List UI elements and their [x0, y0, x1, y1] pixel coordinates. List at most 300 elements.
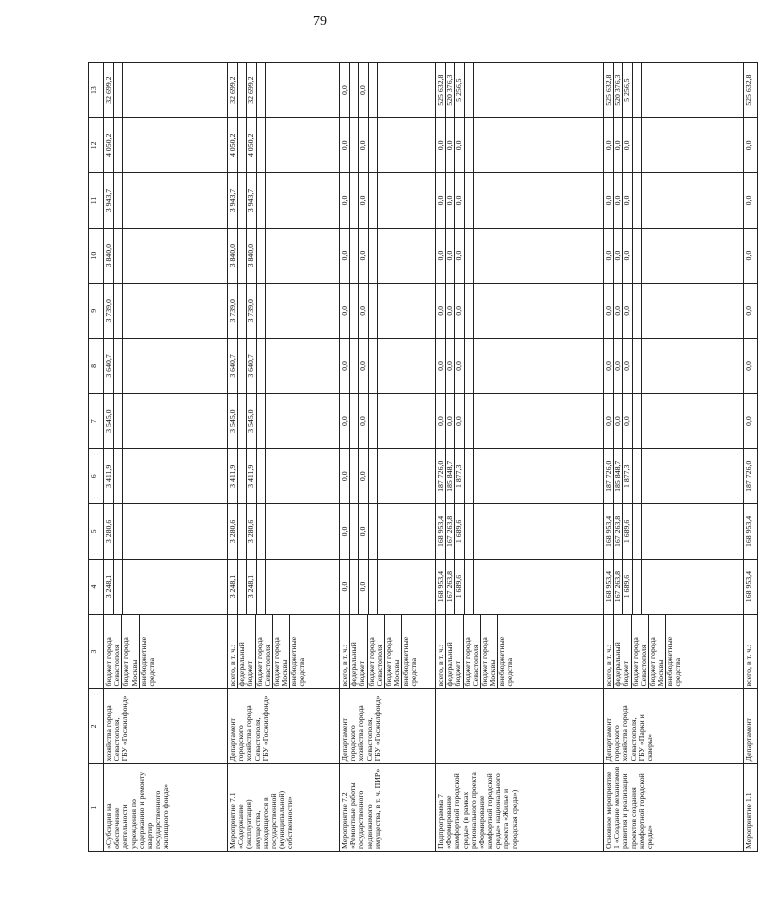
amount-value: 3 943,7 — [246, 173, 255, 227]
amount-value — [256, 560, 265, 614]
amount-value: 0,0 — [613, 173, 622, 227]
amount-value — [464, 504, 473, 558]
amount-value — [632, 63, 641, 117]
amount-value: 0,0 — [622, 173, 631, 227]
measure-name-cell: Мероприятие 1.1 — [744, 764, 758, 852]
amount-value — [349, 229, 358, 283]
amount-value — [377, 449, 386, 503]
amount-value — [641, 560, 650, 614]
amount-cell — [340, 173, 436, 228]
col-header: 5 — [89, 504, 104, 559]
table-row — [436, 63, 604, 852]
funding-source: федеральный бюджет — [613, 615, 630, 689]
amount-value — [113, 560, 122, 614]
amount-value — [122, 339, 131, 393]
amount-cell — [604, 394, 744, 449]
funding-source-cell — [436, 614, 604, 689]
amount-value — [473, 449, 482, 503]
amount-value: 187 726,0 — [436, 460, 445, 492]
amount-value — [473, 339, 482, 393]
amount-value — [113, 284, 122, 338]
amount-value: 0,0 — [436, 195, 445, 206]
amount-cell — [228, 559, 340, 614]
amount-value — [122, 173, 131, 227]
amount-cell — [744, 504, 758, 559]
amount-cell — [436, 504, 604, 559]
col-header: 6 — [89, 449, 104, 504]
amount-value — [368, 284, 377, 338]
amount-value: 168 953,4 — [744, 571, 753, 603]
amount-value — [349, 63, 358, 117]
funding-source: внебюджетные средства — [665, 615, 682, 689]
col-header: 3 — [89, 614, 104, 689]
amount-value — [113, 504, 122, 558]
funding-source: бюджет города Москвы — [480, 615, 497, 689]
amount-value — [464, 229, 473, 283]
amount-value — [113, 449, 122, 503]
executor-cell — [228, 689, 340, 764]
amount-value: 1 689,6 — [454, 504, 463, 558]
amount-value — [377, 284, 386, 338]
amount-value — [256, 229, 265, 283]
amount-value — [464, 173, 473, 227]
amount-cell — [436, 394, 604, 449]
page-number: 79 — [313, 14, 327, 29]
amount-value — [632, 173, 641, 227]
executor-line: Департамент — [744, 718, 753, 762]
amount-value: 0,0 — [358, 449, 367, 503]
amount-value — [349, 394, 358, 448]
funding-source: бюджет города Севастополя — [463, 615, 480, 689]
amount-cell — [744, 338, 758, 393]
amount-cell — [340, 228, 436, 283]
amount-value — [473, 118, 482, 172]
amount-value — [641, 339, 650, 393]
amount-value: 0,0 — [744, 140, 753, 151]
executor-line: Департамент городского хозяйства города Севастополя, — [340, 705, 374, 762]
amount-value — [237, 504, 246, 558]
amount-value: 168 953,4 — [744, 515, 753, 548]
table-row — [228, 63, 340, 852]
amount-value — [256, 173, 265, 227]
amount-value: 4 050,2 — [246, 118, 255, 172]
amount-value: 0,0 — [604, 416, 613, 426]
col-header: 1 — [89, 764, 104, 852]
amount-cell — [228, 173, 340, 228]
amount-value: 0,0 — [436, 416, 445, 426]
amount-value — [464, 339, 473, 393]
amount-cell — [744, 559, 758, 614]
amount-value — [632, 560, 641, 614]
amount-value: 167 263,8 — [613, 504, 622, 558]
rotated-table-container — [88, 62, 753, 852]
amount-cell — [228, 394, 340, 449]
amount-value: 0,0 — [436, 140, 445, 151]
amount-value: 0,0 — [622, 394, 631, 448]
amount-value — [377, 229, 386, 283]
amount-value: 0,0 — [358, 229, 367, 283]
amount-cell — [436, 173, 604, 228]
amount-cell — [104, 118, 228, 173]
amount-value — [122, 284, 131, 338]
amount-cell — [228, 283, 340, 338]
amount-cell — [340, 394, 436, 449]
funding-source: всего, в т. ч.: — [228, 644, 237, 687]
amount-value: 0,0 — [613, 284, 622, 338]
table-body — [104, 63, 758, 852]
amount-cell — [604, 449, 744, 504]
funding-source: бюджет города Севастополя — [104, 637, 122, 687]
amount-value: 0,0 — [744, 305, 753, 316]
amount-value: 0,0 — [358, 394, 367, 448]
amount-value: 5 256,5 — [454, 63, 463, 117]
amount-value — [265, 118, 274, 172]
amount-value: 0,0 — [340, 581, 349, 592]
amount-cell — [104, 559, 228, 614]
funding-source: внебюджетные средства — [139, 615, 156, 689]
amount-value: 0,0 — [358, 118, 367, 172]
amount-value — [368, 449, 377, 503]
amount-value — [256, 394, 265, 448]
amount-cell — [104, 338, 228, 393]
amount-value: 0,0 — [445, 229, 454, 283]
amount-value — [265, 229, 274, 283]
measure-name-cell: Мероприятие 7.1 «Содержание (эксплуатация) имущества, находящегося в государственной (муниципальной) собственности» — [228, 764, 340, 852]
amount-value — [641, 504, 650, 558]
amount-cell — [604, 338, 744, 393]
funding-source: бюджет города Севастополя — [367, 615, 384, 689]
amount-value: 32 699,2 — [246, 63, 255, 117]
amount-value: 0,0 — [436, 305, 445, 316]
amount-cell — [104, 173, 228, 228]
amount-value: 3 545,0 — [104, 409, 113, 433]
amount-value — [237, 449, 246, 503]
funding-source: всего, в т. ч.: — [744, 644, 753, 687]
amount-value — [265, 449, 274, 503]
amount-value — [349, 284, 358, 338]
amount-value — [237, 63, 246, 117]
amount-value: 0,0 — [454, 394, 463, 448]
amount-value: 3 545,0 — [246, 394, 255, 448]
amount-cell — [104, 394, 228, 449]
amount-value — [256, 63, 265, 117]
amount-value — [641, 173, 650, 227]
amount-value — [464, 284, 473, 338]
amount-value: 525 632,8 — [744, 74, 753, 106]
col-header: 12 — [89, 118, 104, 173]
col-header: 10 — [89, 228, 104, 283]
amount-cell — [604, 118, 744, 173]
amount-value — [122, 394, 131, 448]
amount-value: 0,0 — [744, 250, 753, 261]
amount-value: 0,0 — [358, 63, 367, 117]
measure-name-cell: Мероприятие 7.2 «Ремонтные работы государственного недвижимого имущества, в т. ч. ПИР» — [340, 764, 436, 852]
amount-cell — [104, 504, 228, 559]
amount-value — [368, 118, 377, 172]
amount-value: 525 632,8 — [604, 74, 613, 106]
amount-value: 0,0 — [358, 173, 367, 227]
amount-cell — [104, 228, 228, 283]
funding-source: бюджет города Севастополя — [255, 615, 272, 689]
amount-value — [349, 173, 358, 227]
executor-line: ГБУ «Госжилфонд» — [372, 695, 382, 762]
amount-value — [464, 394, 473, 448]
amount-value: 3 248,1 — [228, 574, 237, 599]
amount-cell — [104, 449, 228, 504]
amount-value: 0,0 — [622, 284, 631, 338]
amount-value: 3 840,0 — [246, 229, 255, 283]
amount-value — [368, 394, 377, 448]
amount-value — [368, 504, 377, 558]
amount-value: 3 943,7 — [104, 188, 113, 213]
amount-cell — [436, 228, 604, 283]
amount-value: 167 263,8 — [613, 560, 622, 614]
amount-cell — [744, 449, 758, 504]
amount-cell — [436, 63, 604, 118]
amount-cell — [340, 338, 436, 393]
executor-cell — [436, 689, 604, 764]
executor-cell — [604, 689, 744, 764]
amount-value — [237, 284, 246, 338]
amount-value — [256, 118, 265, 172]
amount-cell — [744, 63, 758, 118]
amount-value: 168 953,4 — [436, 571, 445, 603]
amount-value: 0,0 — [436, 250, 445, 261]
amount-value — [377, 504, 386, 558]
amount-cell — [604, 173, 744, 228]
executor-line: Департамент городского хозяйства города Севастополя, — [228, 705, 262, 762]
funding-source-cell — [228, 614, 340, 689]
funding-source-cell — [104, 614, 228, 689]
amount-cell — [104, 283, 228, 338]
amount-value — [265, 504, 274, 558]
amount-value — [237, 339, 246, 393]
amount-value: 1 877,3 — [454, 449, 463, 503]
amount-cell — [436, 118, 604, 173]
amount-value — [265, 173, 274, 227]
amount-value: 167 263,8 — [445, 504, 454, 558]
amount-value — [464, 63, 473, 117]
amount-value: 0,0 — [454, 173, 463, 227]
amount-value: 3 943,7 — [228, 188, 237, 213]
amount-value: 0,0 — [454, 229, 463, 283]
amount-value: 32 699,2 — [228, 76, 237, 104]
amount-cell — [340, 118, 436, 173]
funding-source: бюджет города Севастополя — [631, 615, 648, 689]
amount-value — [368, 229, 377, 283]
funding-source-cell — [604, 614, 744, 689]
amount-value: 0,0 — [340, 471, 349, 482]
amount-value — [265, 339, 274, 393]
amount-value — [473, 394, 482, 448]
amount-value: 0,0 — [454, 339, 463, 393]
amount-value: 0,0 — [358, 339, 367, 393]
amount-value — [265, 560, 274, 614]
amount-value: 0,0 — [613, 229, 622, 283]
amount-value — [632, 394, 641, 448]
amount-value — [113, 339, 122, 393]
amount-value: 0,0 — [445, 118, 454, 172]
amount-value: 0,0 — [445, 394, 454, 448]
amount-value — [377, 63, 386, 117]
funding-source-cell — [744, 614, 758, 689]
funding-source: внебюджетные средства — [401, 615, 418, 689]
amount-value — [122, 504, 131, 558]
amount-value: 1 689,6 — [622, 560, 631, 614]
amount-value: 0,0 — [622, 339, 631, 393]
funding-source: всего, в т. ч.: — [436, 644, 445, 687]
table-row — [744, 63, 758, 852]
amount-value — [265, 284, 274, 338]
amount-value — [113, 63, 122, 117]
amount-value: 0,0 — [445, 284, 454, 338]
funding-source: внебюджетные средства — [497, 615, 514, 689]
amount-value: 0,0 — [436, 361, 445, 371]
amount-value: 5 256,5 — [622, 63, 631, 117]
amount-value — [113, 173, 122, 227]
amount-value — [464, 118, 473, 172]
amount-value: 0,0 — [445, 339, 454, 393]
executor-line: ГБУ «Госжилфонд» — [120, 695, 130, 762]
amount-value: 0,0 — [604, 195, 613, 206]
amount-value: 185 848,7 — [445, 449, 454, 503]
col-header: 11 — [89, 173, 104, 228]
amount-value: 0,0 — [340, 195, 349, 206]
amount-cell — [228, 118, 340, 173]
funding-source: федеральный бюджет — [237, 615, 254, 689]
amount-cell — [436, 559, 604, 614]
amount-cell — [744, 283, 758, 338]
amount-value: 0,0 — [340, 361, 349, 371]
amount-value: 187 726,0 — [744, 460, 753, 492]
amount-value — [377, 118, 386, 172]
amount-value: 1 877,3 — [622, 449, 631, 503]
funding-source: бюджет города Москвы — [648, 615, 665, 689]
amount-cell — [228, 338, 340, 393]
amount-value — [256, 339, 265, 393]
amount-value: 525 632,8 — [436, 74, 445, 106]
amount-value: 4 050,2 — [104, 133, 113, 158]
amount-value: 3 411,9 — [104, 464, 113, 488]
amount-value: 520 376,3 — [445, 63, 454, 117]
amount-value: 520 376,3 — [613, 63, 622, 117]
amount-value — [349, 560, 358, 614]
amount-value — [641, 284, 650, 338]
amount-value — [464, 449, 473, 503]
amount-value — [377, 339, 386, 393]
amount-value — [349, 118, 358, 172]
amount-value: 168 953,4 — [436, 515, 445, 548]
amount-value — [265, 394, 274, 448]
amount-value: 0,0 — [622, 118, 631, 172]
table-row — [104, 63, 228, 852]
amount-value — [632, 504, 641, 558]
measure-name-cell: Основное мероприятие 1 «Создание механизмов развития и реализации проектов создания комфортной городской среды» — [604, 764, 744, 852]
amount-value: 1 689,6 — [454, 560, 463, 614]
amount-cell — [104, 63, 228, 118]
amount-value — [237, 394, 246, 448]
col-header: 8 — [89, 338, 104, 393]
executor-line: ГБУ «Парки и скверы» — [636, 714, 654, 762]
amount-cell — [604, 504, 744, 559]
funding-source: бюджет города Москвы — [121, 615, 138, 689]
amount-value — [632, 339, 641, 393]
amount-value — [368, 560, 377, 614]
amount-value — [122, 449, 131, 503]
amount-value: 0,0 — [340, 416, 349, 426]
amount-value: 3 545,0 — [228, 409, 237, 433]
amount-cell — [744, 394, 758, 449]
amount-value: 3 840,0 — [104, 243, 113, 268]
amount-value: 0,0 — [340, 526, 349, 537]
amount-cell — [228, 63, 340, 118]
amount-value — [122, 118, 131, 172]
amount-value — [237, 229, 246, 283]
amount-value — [641, 63, 650, 117]
amount-value: 0,0 — [744, 416, 753, 426]
amount-value: 167 263,8 — [445, 560, 454, 614]
budget-table — [88, 62, 758, 852]
amount-value — [632, 284, 641, 338]
funding-source: федеральный бюджет — [445, 615, 462, 689]
executor-cell — [340, 689, 436, 764]
amount-value — [237, 560, 246, 614]
amount-value — [632, 449, 641, 503]
funding-source: внебюджетные средства — [289, 615, 306, 689]
funding-source: федеральный бюджет — [349, 615, 366, 689]
amount-value: 0,0 — [613, 118, 622, 172]
amount-value: 3 411,9 — [246, 449, 255, 503]
amount-cell — [436, 449, 604, 504]
amount-value — [349, 504, 358, 558]
amount-value — [122, 229, 131, 283]
amount-cell — [228, 449, 340, 504]
amount-value — [473, 504, 482, 558]
amount-value: 0,0 — [744, 195, 753, 206]
amount-value — [473, 173, 482, 227]
amount-value: 1 689,6 — [622, 504, 631, 558]
executor-cell — [104, 689, 228, 764]
funding-source: бюджет города Москвы — [272, 615, 289, 689]
amount-value: 0,0 — [613, 339, 622, 393]
col-header: 2 — [89, 689, 104, 764]
amount-value — [473, 560, 482, 614]
amount-value — [349, 339, 358, 393]
amount-value: 3 248,1 — [246, 560, 255, 614]
col-header: 4 — [89, 559, 104, 614]
amount-value: 3 280,6 — [246, 504, 255, 558]
amount-value — [256, 284, 265, 338]
amount-cell — [340, 283, 436, 338]
amount-cell — [744, 118, 758, 173]
executor-line: ГБУ «Госжилфонд» — [260, 695, 270, 762]
funding-source-cell — [340, 614, 436, 689]
amount-cell — [604, 559, 744, 614]
amount-value — [641, 118, 650, 172]
amount-cell — [340, 449, 436, 504]
funding-source: всего, в т. ч.: — [604, 644, 613, 687]
amount-value — [473, 229, 482, 283]
amount-value: 185 848,7 — [613, 449, 622, 503]
amount-value: 3 640,7 — [228, 354, 237, 378]
amount-cell — [228, 504, 340, 559]
amount-value — [641, 449, 650, 503]
amount-value: 0,0 — [358, 560, 367, 614]
amount-value: 187 726,0 — [604, 460, 613, 492]
amount-value: 0,0 — [604, 305, 613, 316]
amount-value — [632, 229, 641, 283]
header-row — [89, 63, 104, 852]
